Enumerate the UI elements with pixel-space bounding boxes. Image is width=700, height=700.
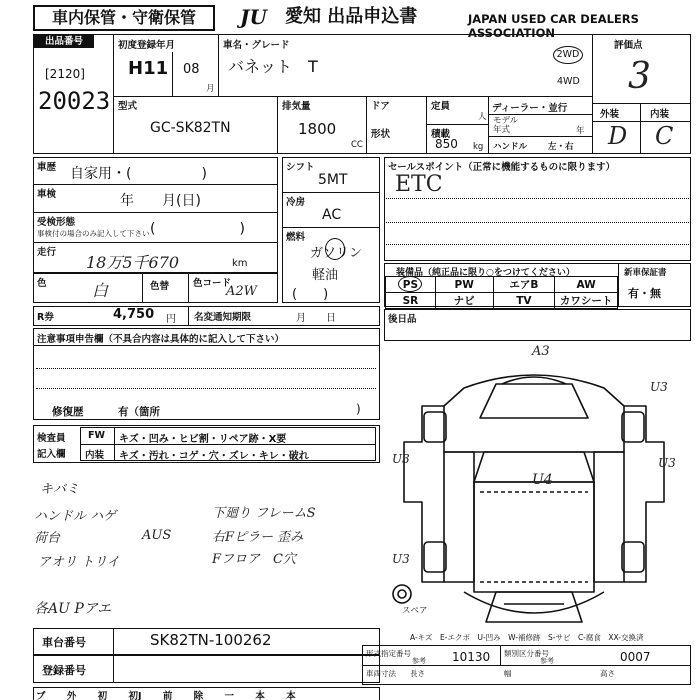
diagram-mark-right-1: U3 [650,380,668,394]
equipment-ps-circle [398,276,422,292]
name-change-label: 名変通知期限 [194,312,252,323]
color-code-value: A2W [226,284,258,299]
org-subtitle: JAPAN USED CAR DEALERS ASSOCIATION [468,12,639,40]
handle-label: ハンドル [493,142,528,152]
warranty-value: 有・無 [628,287,661,300]
load-value: 850 [435,137,458,151]
dims-class-label: 類別区分番号 [504,649,549,658]
fuel-gasoline-circle [325,238,345,260]
equipment-item: TV [493,293,555,309]
displacement-label: 排気量 [282,101,311,112]
exterior-label: 外装 [600,109,620,120]
equipment-item: AW [555,277,618,293]
chassis-label: 車台番号 [42,636,86,649]
tax-label: R券 [37,312,54,323]
load-unit: kg [473,142,484,152]
grade-value: 3 [628,56,651,97]
chassis-value: SK82TN-100262 [150,631,272,649]
capacity-label: 定員 [431,101,451,112]
equipment-item: カワシート [555,293,618,309]
diagram-mark-top: A3 [532,344,550,359]
model-value: GC-SK82TN [150,120,231,136]
dims-size-label: 車両寸法 [366,669,396,678]
storage-label: 車内保管・守衛保管 [33,5,215,31]
fuel-diesel: 軽油 [312,268,339,283]
recycle-label: 受検形態 [37,217,76,228]
bottom-cell: 本 [255,691,265,700]
diagram-mark-center: U4 [532,472,553,488]
displacement-value: 1800 [298,120,337,138]
shift-value: 5MT [318,172,348,188]
note-right-2: AUS [142,528,172,543]
car-name-label: 車名・グレード [223,40,290,51]
equipment-item: SR [386,293,436,309]
dims-value-1: 10130 [452,650,491,664]
inspector-label-1: 検査員 [37,433,66,444]
inspector-int-text: キズ・汚れ・コゲ・穴・ズレ・キレ・破れ [119,451,309,462]
dims-label: 形式指定番号 [366,649,411,658]
ac-value: AC [322,207,342,223]
equipment-item: ナビ [435,293,493,309]
dims-height-label: 高さ [600,669,615,678]
tax-unit: 円 [166,314,176,325]
note-right-3: 右Fピラー 歪み [212,530,304,545]
diagram-mark-right-2: U3 [658,456,676,470]
fuel-gasoline: ガソリン [310,246,363,261]
mileage-value: 18万5千670 [86,253,180,272]
equipment-item: PS [386,277,436,293]
inspector-fw-text: キズ・凹み・ヒビ割・リペア跡・X要 [119,434,287,445]
displacement-unit: CC [351,140,363,150]
note-line-4: アオリ トリイ [38,555,120,570]
dims-length-label: 長さ [410,669,425,678]
damage-legend: A-キズ E-エクボ U-凹み W-補修跡 S-サビ C-腐食 XX-交換済 [410,633,644,642]
shift-label: シフト [286,162,315,173]
color-label: 色 [37,278,47,289]
exterior-value: D [608,122,628,150]
model-year-unit: 年 [576,126,585,136]
history-value: 自家用・( ) [70,166,207,182]
org-title: 愛知 出品申込書 [285,6,418,27]
lot-label: 出品番号 [34,35,94,48]
dealer-label: ディーラー・並行 [492,103,568,114]
registration-month-unit: 月 [206,84,215,94]
later-docs-frame [384,309,691,341]
reg-number-label: 登録番号 [42,664,86,677]
note-right-1: 下廻り フレームS [212,506,316,521]
bottom-cell: 初J [128,691,142,700]
color-code-label: 色コード [193,278,232,289]
ju-logo: JU [240,5,267,29]
diagram-mark-left-2: U3 [392,552,410,566]
history-label: 車歴 [37,162,57,173]
spare-label: スペア [402,606,428,616]
name-change-value: 月 日 [296,313,336,324]
inspector-fw-label: FW [88,430,105,441]
note-right-4: Fフロア C穴 [212,552,296,567]
warranty-label: 新車保証書 [624,268,667,278]
color-value: 白 [92,281,109,300]
bottom-cell: 一 [224,691,235,700]
tax-value: 4,750 [113,307,155,322]
model-year-label: モデル 年式 [493,116,519,135]
model-label: 型式 [118,101,138,112]
interior-value: C [655,122,674,150]
inspection-label: 車検 [37,189,57,200]
diagram-mark-left-1: U3 [392,452,410,466]
registration-era: H11 [128,58,169,79]
note-line-3: 荷台 [34,531,61,546]
sales-point-label: セールスポイント（正常に機能するものに限ります） [388,162,616,173]
later-docs-label: 後日品 [388,314,417,325]
fuel-label: 燃料 [286,232,306,243]
equipment-label: 装備品（純正品に限り○をつけてください） [396,268,575,278]
load-label: 積載 [431,129,451,140]
inspector-int-label: 内装 [85,450,105,461]
drive-4wd: 4WD [557,76,580,87]
equipment-item: エアB [493,277,555,293]
door-label: ドア [371,101,390,112]
lot-number: 20023 [38,87,111,115]
dims-ref-1: 参考 [412,657,426,665]
registration-month: 08 [183,62,200,77]
repair-value: 有（箇所 [118,406,160,418]
dims-ref-2: 参考 [540,657,554,665]
note-line-2: ハンドル ハゲ [34,509,117,524]
interior-label: 内装 [650,109,670,120]
note-line-5: 各AU Pアエ [34,601,112,617]
car-name-value: バネット T [228,57,318,76]
bottom-cell: ブ [36,691,46,700]
drive-2wd: 2WD [553,46,583,64]
lot-bracket: [2120] [45,67,85,81]
inspection-value: 年 月(日) [120,193,201,209]
shape-label: 形状 [371,129,391,140]
handle-value: 左・右 [548,142,574,152]
bottom-strip-cells [36,688,296,700]
dims-value-2: 0007 [620,650,651,664]
note-line-1: キバミ [40,482,80,497]
dims-width-label: 幅 [504,669,512,678]
grade-label: 評価点 [614,40,643,51]
capacity-unit: 人 [478,112,487,122]
fuel-other: ( ) [292,287,329,302]
recycle-note: 事検付の場合のみ記入して下さい [37,229,150,238]
bottom-cell: 前 [162,691,173,700]
registration-label: 初度登録年月 [118,40,176,51]
bottom-cell: 本 [286,691,296,700]
color-change-label: 色替 [150,281,170,292]
mileage-label: 走行 [37,247,57,258]
repair-label: 修復歴 [52,406,84,418]
ac-label: 冷房 [286,197,306,208]
inspector-label-2: 記入欄 [37,449,66,460]
bottom-cell: 初 [97,691,108,700]
equipment-item: PW [435,277,493,293]
bottom-cell: 除 [193,691,204,700]
notes-label: 注意事項申告欄（不具合内容は具体的に記入して下さい） [37,334,285,345]
bottom-cell: 外 [66,691,77,700]
damage-diagram [384,342,694,642]
sales-point-value: ETC [395,172,443,197]
mileage-unit: km [232,258,248,269]
